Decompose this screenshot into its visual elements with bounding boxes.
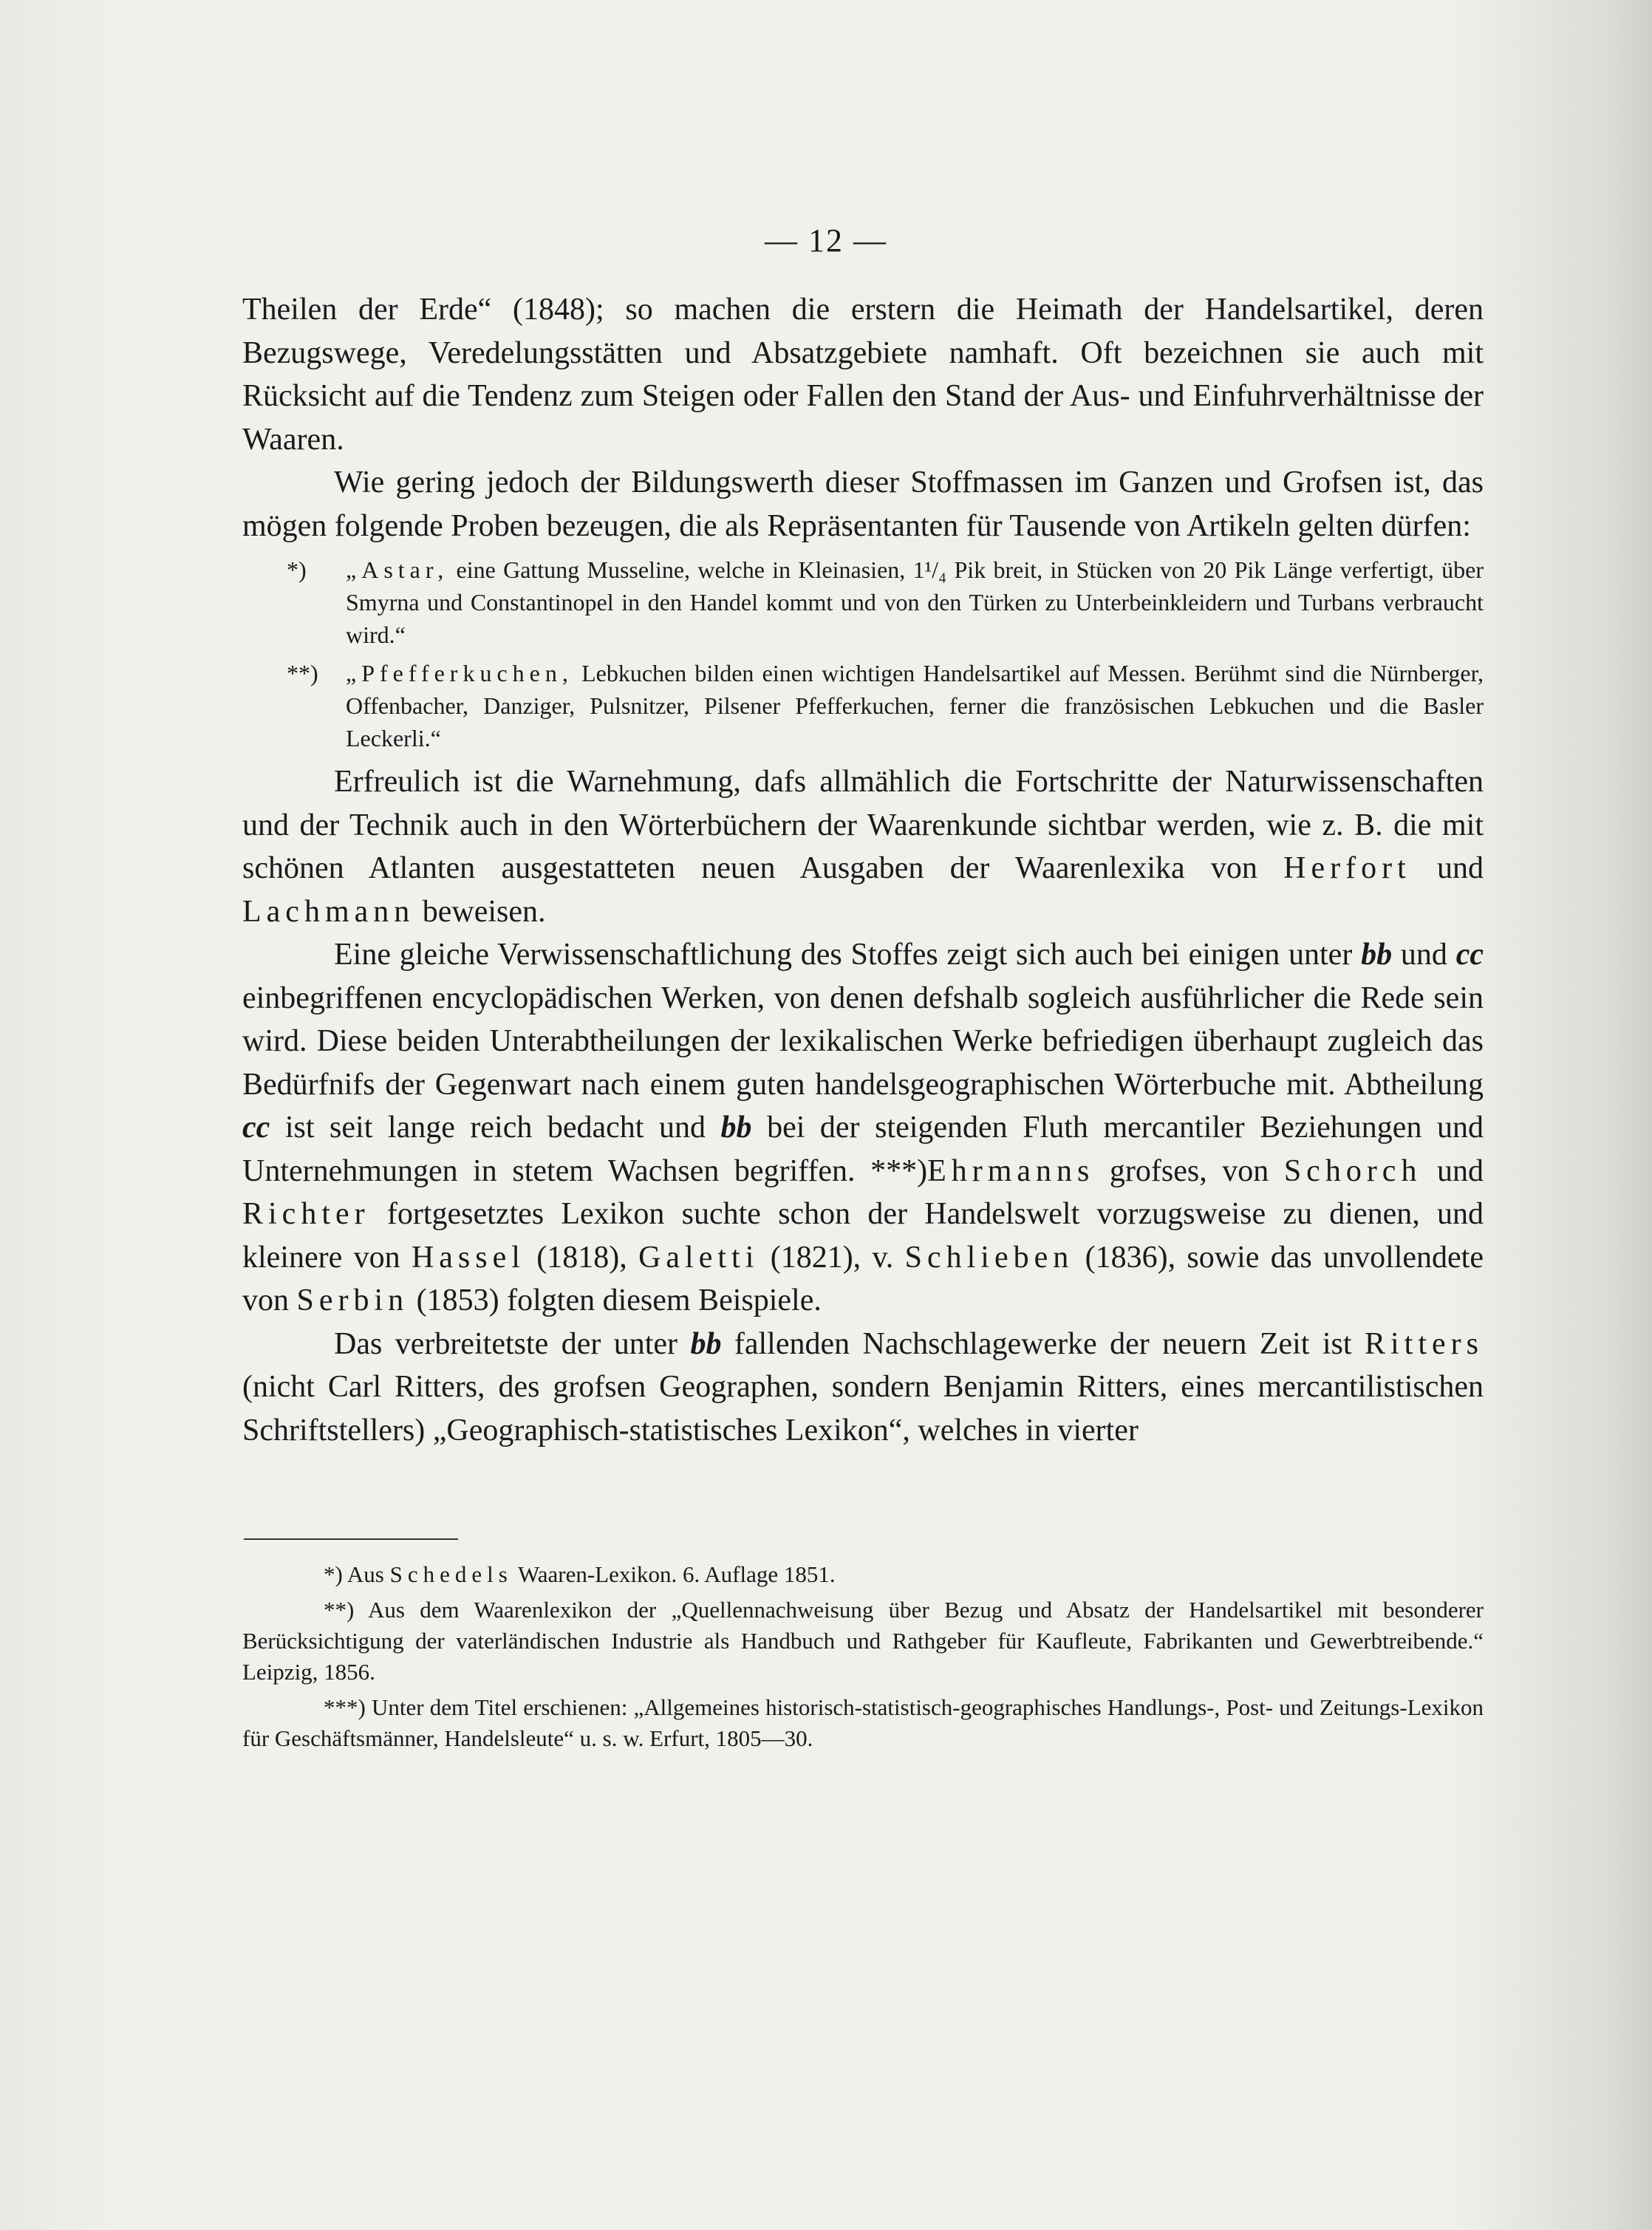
paragraph-1: Theilen der Erde“ (1848); so machen die erstern die Heimath der Handelsartikel, deren Bezugswege, Veredelungsstätten und Absatzgebiete namhaft. Oft bezeichnen sie auch mit Rücksicht auf die Tendenz zum Steigen oder Fallen den Stand der Aus- und Einfuhrverhältnisse der Waaren. <box>242 293 1484 457</box>
text-run: (1821), v. <box>759 1240 905 1275</box>
text-run: *) Aus <box>324 1561 390 1587</box>
name-ehrmanns: Ehrmanns <box>927 1153 1095 1188</box>
name-serbin: Serbin <box>296 1283 409 1317</box>
text-run: Eine gleiche Verwissenschaftlichung des Stoffes zeigt sich auch bei einigen unter <box>334 938 1362 972</box>
quote-mark: *) <box>287 556 307 583</box>
text-run: Erfreulich ist die Warnehmung, dafs allmählich die Fortschritte der Naturwissenschaften und der Technik auch in den Wörterbüchern der Waarenkunde sichtbar werden, wie z. B. die mit schönen Atlanten ausgestatteten neuen Ausgaben der Waarenlexika von <box>242 765 1484 885</box>
text-run: einbegriffenen encyclopädischen Werken, von denen defshalb sogleich ausführlicher die Rede sein wird. Diese beiden Unterabtheilungen der lexikalischen Werke befriedigen überhaupt zugleich das Bedürfnifs der Gegenwart nach einem guten handelsgeographischen Wörterbuche mit. Abtheilung <box>242 981 1484 1102</box>
quote-text: eine Gattung Musseline, welche in Kleinasien, 1¹/₄ Pik breit, in Stücken von 20 Pik Länge verfertigt, über Smyrna und Constantinopel in den Handel kommt und von den Türken zu Unterbeinkleidern und Turbans verbraucht wird.“ <box>346 556 1484 648</box>
text-run: grofses, von <box>1094 1153 1284 1188</box>
footnotes <box>242 1559 1484 1759</box>
page-number: — 12 — <box>765 222 887 259</box>
quote-term: „Astar, <box>346 556 449 583</box>
footnote-1 <box>242 1559 1484 1590</box>
section-ref: cc <box>1455 938 1484 972</box>
text-run: und <box>1392 938 1456 972</box>
text-run: (1836), sowie das unvollendete von <box>242 1240 1484 1317</box>
name-hassel: Hassel <box>411 1240 525 1275</box>
text-run: fortgesetztes Lexikon suchte schon der Handelswelt vorzugsweise zu dienen, und kleinere von <box>242 1197 1484 1275</box>
text-run: (nicht Carl Ritters, des grofsen Geographen, sondern Benjamin Ritters, eines mercantilistischen Schriftstellers) „Geographisch-statistisches Lexikon“, welches in vierter <box>242 1370 1484 1448</box>
footnote-2: **) Aus dem Waarenlexikon der „Quellennachweisung über Bezug und Absatz der Handelsartikel mit besonderer Berücksichtigung der vaterländischen Industrie als Handbuch und Rathgeber für Kaufleute, Fabrikanten und Gewerbtreibende.“ Leipzig, 1856. <box>242 1597 1484 1685</box>
body-text <box>242 288 1484 1452</box>
name-richter: Richter <box>242 1197 370 1231</box>
quote-term: „Pfefferkuchen, <box>346 660 573 686</box>
paragraph-4 <box>242 933 1484 1323</box>
section-ref: cc <box>242 1111 270 1145</box>
text-run: Waaren-Lexikon. 6. Auflage 1851. <box>512 1561 836 1587</box>
text-run: Das verbreitetste der unter <box>334 1326 691 1361</box>
section-ref: bb <box>1361 938 1393 972</box>
quote-mark: **) <box>287 660 318 686</box>
quote-pfefferkuchen <box>242 657 1484 754</box>
name-schorch: Schorch <box>1283 1153 1422 1188</box>
name-ritters: Ritters <box>1365 1326 1484 1361</box>
text-run: (1853) folgten diesem Beispiele. <box>409 1283 822 1317</box>
text-run: fallenden Nachschlagewerke der neuern Zeit ist <box>721 1326 1365 1361</box>
paragraph-2: Wie gering jedoch der Bildungswerth dieser Stoffmassen im Ganzen und Grofsen ist, das mögen folgende Proben bezeugen, die als Repräsentanten für Tausende von Artikeln gelten dürfen: <box>242 466 1484 543</box>
section-ref: bb <box>690 1326 722 1361</box>
paragraph-5 <box>242 1323 1484 1453</box>
text-run: und <box>1421 1153 1484 1188</box>
paragraph-3 <box>242 760 1484 933</box>
footnote-divider <box>244 1538 458 1540</box>
name-galetti: Galetti <box>638 1240 760 1275</box>
text-run: ist seit lange reich bedacht und <box>270 1111 721 1145</box>
name-schedels: Schedels <box>389 1561 513 1587</box>
quote-text: Lebkuchen bilden einen wichtigen Handelsartikel auf Messen. Berühmt sind die Nürnberger, Offenbacher, Danziger, Pulsnitzer, Pilsener Pfefferkuchen, ferner die französischen Lebkuchen und die Basler Leckerli.“ <box>346 660 1484 751</box>
quote-astar <box>242 553 1484 651</box>
name-lachmann: Lachmann <box>242 894 415 929</box>
footnote-3: ***) Unter dem Titel erschienen: „Allgemeines historisch-statistisch-geographisches Handlungs-, Post- und Zeitungs-Lexikon für Geschäftsmänner, Handelsleute“ u. s. w. Erfurt, 1805—30. <box>242 1694 1484 1751</box>
text-run: bei der steigenden Fluth mercantiler Beziehungen und Unternehmungen in stetem Wachsen begriffen. ***) <box>242 1111 1484 1188</box>
text-run: beweisen. <box>414 894 546 929</box>
text-run: (1818), <box>525 1240 639 1275</box>
name-schlieben: Schlieben <box>904 1240 1074 1275</box>
name-herfort: Herfort <box>1283 851 1411 885</box>
text-run: und <box>1410 851 1484 885</box>
section-ref: bb <box>720 1111 752 1145</box>
